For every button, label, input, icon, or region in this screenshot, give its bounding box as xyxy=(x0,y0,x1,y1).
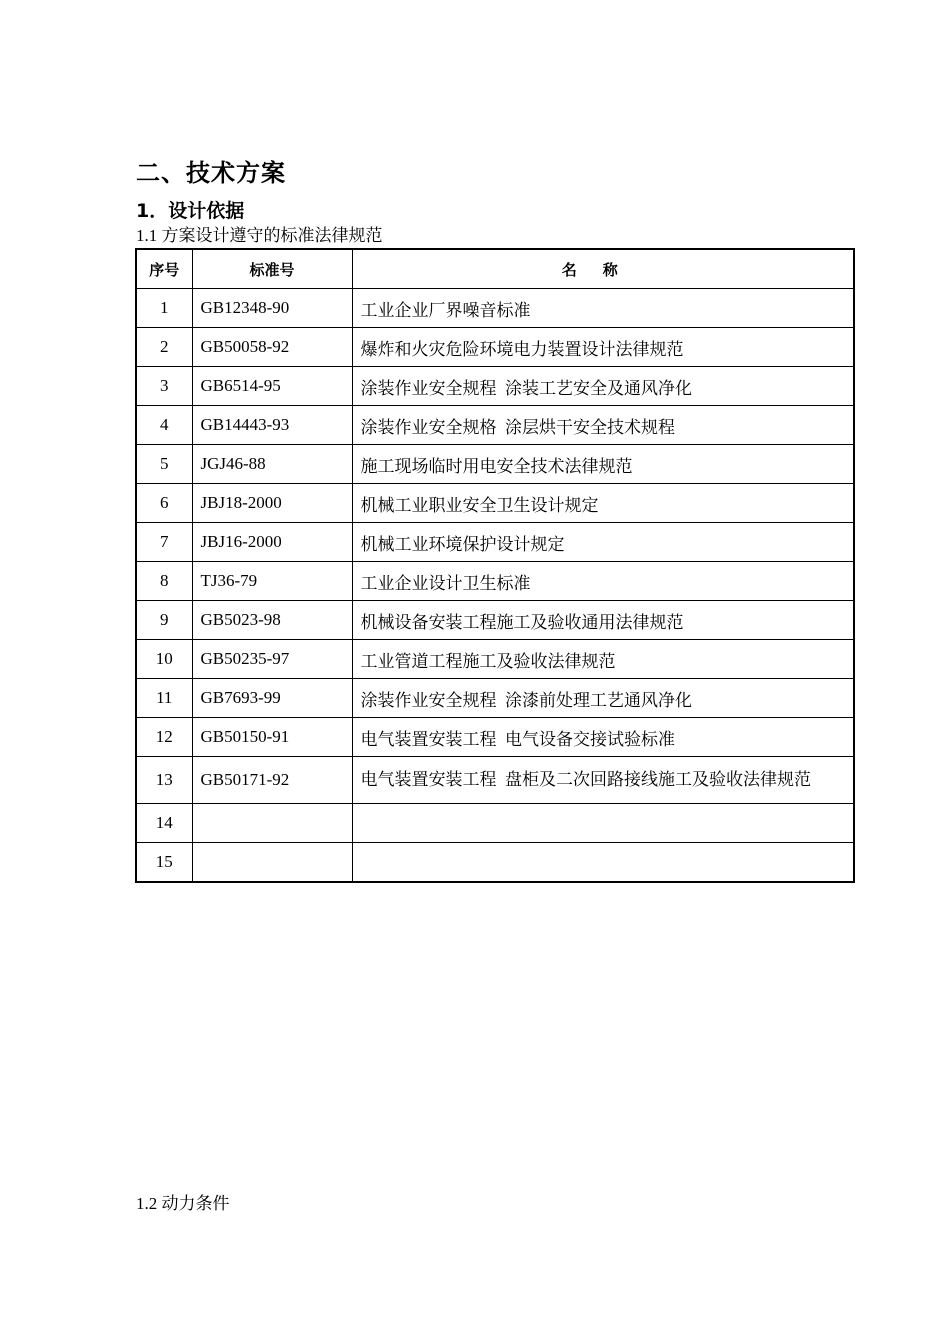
row-name: 涂装作业安全规格 涂层烘干安全技术规程 xyxy=(352,406,854,445)
row-code: GB50150-91 xyxy=(192,718,352,757)
table-row xyxy=(136,328,854,367)
row-code: GB6514-95 xyxy=(192,367,352,406)
row-name: 涂装作业安全规程 涂装工艺安全及通风净化 xyxy=(352,367,854,406)
row-code: GB50171-92 xyxy=(192,757,352,804)
row-seq: 8 xyxy=(136,562,192,601)
table-row xyxy=(136,804,854,843)
table-row xyxy=(136,445,854,484)
standards-table xyxy=(135,248,855,883)
header-name: 名称 xyxy=(352,249,854,289)
row-code: JBJ16-2000 xyxy=(192,523,352,562)
row-code xyxy=(192,804,352,843)
table-header-row xyxy=(136,249,854,289)
row-seq: 7 xyxy=(136,523,192,562)
table-row xyxy=(136,679,854,718)
table-row xyxy=(136,406,854,445)
row-code: GB12348-90 xyxy=(192,289,352,328)
subsection-title: 1．设计依据 xyxy=(136,200,245,222)
row-name: 工业企业设计卫生标准 xyxy=(352,562,854,601)
table-caption: 1.1 方案设计遵守的标准法律规范 xyxy=(136,226,383,245)
row-name: 机械工业环境保护设计规定 xyxy=(352,523,854,562)
row-code: GB14443-93 xyxy=(192,406,352,445)
row-name xyxy=(352,804,854,843)
row-name: 电气装置安装工程 盘柜及二次回路接线施工及验收法律规范 xyxy=(352,757,854,804)
row-name: 施工现场临时用电安全技术法律规范 xyxy=(352,445,854,484)
row-code xyxy=(192,843,352,883)
row-name: 工业管道工程施工及验收法律规范 xyxy=(352,640,854,679)
row-name: 爆炸和火灾危险环境电力装置设计法律规范 xyxy=(352,328,854,367)
row-name xyxy=(352,843,854,883)
table-row xyxy=(136,562,854,601)
row-name: 工业企业厂界噪音标准 xyxy=(352,289,854,328)
row-seq: 3 xyxy=(136,367,192,406)
row-code: GB7693-99 xyxy=(192,679,352,718)
row-seq: 4 xyxy=(136,406,192,445)
row-seq: 12 xyxy=(136,718,192,757)
row-name: 机械设备安装工程施工及验收通用法律规范 xyxy=(352,601,854,640)
row-seq: 2 xyxy=(136,328,192,367)
row-seq: 11 xyxy=(136,679,192,718)
row-seq: 5 xyxy=(136,445,192,484)
header-code: 标准号 xyxy=(192,249,352,289)
table-row xyxy=(136,640,854,679)
row-code: JBJ18-2000 xyxy=(192,484,352,523)
row-code: JGJ46-88 xyxy=(192,445,352,484)
header-seq: 序号 xyxy=(136,249,192,289)
next-subsection-title: 1.2 动力条件 xyxy=(136,1194,230,1213)
row-seq: 15 xyxy=(136,843,192,883)
row-code: GB5023-98 xyxy=(192,601,352,640)
row-code: TJ36-79 xyxy=(192,562,352,601)
row-name: 电气装置安装工程 电气设备交接试验标准 xyxy=(352,718,854,757)
row-code: GB50235-97 xyxy=(192,640,352,679)
table-row xyxy=(136,718,854,757)
row-seq: 14 xyxy=(136,804,192,843)
table-row xyxy=(136,843,854,883)
row-name: 机械工业职业安全卫生设计规定 xyxy=(352,484,854,523)
table-row xyxy=(136,757,854,804)
table-row xyxy=(136,601,854,640)
row-seq: 6 xyxy=(136,484,192,523)
row-seq: 9 xyxy=(136,601,192,640)
table-row xyxy=(136,289,854,328)
row-seq: 13 xyxy=(136,757,192,804)
row-code: GB50058-92 xyxy=(192,328,352,367)
table-row xyxy=(136,523,854,562)
table-row xyxy=(136,484,854,523)
row-seq: 1 xyxy=(136,289,192,328)
section-title: 二、技术方案 xyxy=(136,159,286,187)
row-name: 涂装作业安全规程 涂漆前处理工艺通风净化 xyxy=(352,679,854,718)
table-row xyxy=(136,367,854,406)
row-seq: 10 xyxy=(136,640,192,679)
